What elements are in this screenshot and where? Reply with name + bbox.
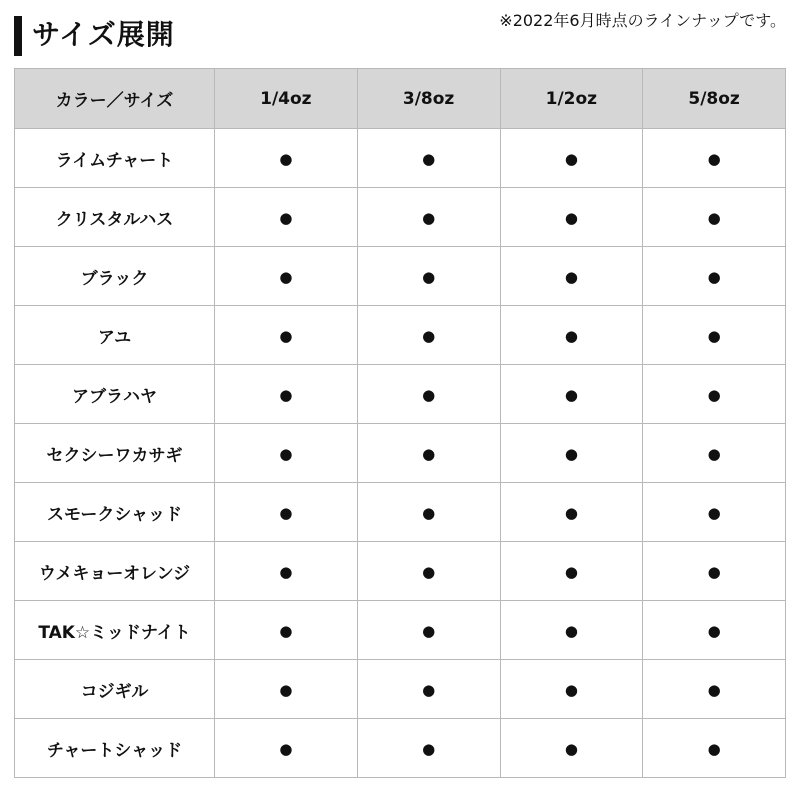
availability-dot: ● xyxy=(564,621,578,640)
table-row xyxy=(15,424,786,483)
availability-dot: ● xyxy=(279,267,293,286)
availability-cell xyxy=(500,129,643,188)
availability-dot: ● xyxy=(279,385,293,404)
availability-cell xyxy=(643,188,786,247)
color-name-cell: アユ xyxy=(15,306,215,365)
availability-dot: ● xyxy=(564,444,578,463)
availability-cell xyxy=(500,247,643,306)
availability-cell xyxy=(357,424,500,483)
availability-dot: ● xyxy=(422,385,436,404)
availability-dot: ● xyxy=(707,503,721,522)
availability-dot: ● xyxy=(422,739,436,758)
table-row xyxy=(15,365,786,424)
table-row xyxy=(15,719,786,778)
availability-dot: ● xyxy=(279,503,293,522)
availability-dot: ● xyxy=(279,149,293,168)
availability-dot: ● xyxy=(422,562,436,581)
header-size-1-4oz: 1/4oz xyxy=(215,69,358,129)
availability-cell xyxy=(643,601,786,660)
availability-cell xyxy=(215,542,358,601)
header-size-3-8oz: 3/8oz xyxy=(357,69,500,129)
availability-dot: ● xyxy=(422,680,436,699)
header-color-size: カラー／サイズ xyxy=(15,69,215,129)
availability-cell xyxy=(643,660,786,719)
availability-dot: ● xyxy=(564,326,578,345)
availability-cell xyxy=(357,188,500,247)
availability-dot: ● xyxy=(707,739,721,758)
availability-dot: ● xyxy=(707,444,721,463)
availability-dot: ● xyxy=(422,444,436,463)
color-name-cell: スモークシャッド xyxy=(15,483,215,542)
availability-cell xyxy=(500,306,643,365)
availability-cell xyxy=(215,719,358,778)
color-name-cell: ウメキョーオレンジ xyxy=(15,542,215,601)
availability-cell xyxy=(215,129,358,188)
availability-dot: ● xyxy=(707,680,721,699)
availability-cell xyxy=(500,660,643,719)
availability-cell xyxy=(500,719,643,778)
availability-dot: ● xyxy=(564,208,578,227)
availability-cell xyxy=(357,542,500,601)
availability-dot: ● xyxy=(564,503,578,522)
availability-dot: ● xyxy=(707,208,721,227)
availability-dot: ● xyxy=(707,385,721,404)
availability-dot: ● xyxy=(707,326,721,345)
color-name-cell: ブラック xyxy=(15,247,215,306)
availability-dot: ● xyxy=(564,385,578,404)
availability-cell xyxy=(500,365,643,424)
availability-cell xyxy=(215,601,358,660)
availability-cell xyxy=(643,424,786,483)
availability-cell xyxy=(215,188,358,247)
table-row xyxy=(15,601,786,660)
availability-cell xyxy=(357,129,500,188)
color-name-cell: TAK☆ミッドナイト xyxy=(15,601,215,660)
availability-cell xyxy=(357,660,500,719)
table-row xyxy=(15,660,786,719)
availability-cell xyxy=(643,542,786,601)
availability-dot: ● xyxy=(279,326,293,345)
color-name-cell: アブラハヤ xyxy=(15,365,215,424)
availability-dot: ● xyxy=(564,267,578,286)
availability-cell xyxy=(215,483,358,542)
availability-cell xyxy=(643,719,786,778)
availability-dot: ● xyxy=(422,149,436,168)
color-name-cell: チャートシャッド xyxy=(15,719,215,778)
color-name-cell: セクシーワカサギ xyxy=(15,424,215,483)
availability-cell xyxy=(500,424,643,483)
availability-dot: ● xyxy=(279,680,293,699)
availability-dot: ● xyxy=(564,739,578,758)
table-row xyxy=(15,306,786,365)
availability-dot: ● xyxy=(279,621,293,640)
availability-cell xyxy=(357,306,500,365)
availability-dot: ● xyxy=(422,208,436,227)
availability-cell xyxy=(215,306,358,365)
availability-cell xyxy=(215,424,358,483)
availability-dot: ● xyxy=(422,621,436,640)
color-name-cell: クリスタルハス xyxy=(15,188,215,247)
availability-dot: ● xyxy=(279,444,293,463)
color-name-cell: コジギル xyxy=(15,660,215,719)
table-row xyxy=(15,188,786,247)
lineup-note: ※2022年6月時点のラインナップです。 xyxy=(499,11,786,30)
color-name-cell: ライムチャート xyxy=(15,129,215,188)
page-title: サイズ展開 xyxy=(32,18,175,51)
availability-dot: ● xyxy=(564,149,578,168)
availability-cell xyxy=(643,365,786,424)
availability-dot: ● xyxy=(422,326,436,345)
availability-cell xyxy=(357,601,500,660)
availability-cell xyxy=(357,365,500,424)
table-row xyxy=(15,483,786,542)
table-row xyxy=(15,542,786,601)
availability-dot: ● xyxy=(564,562,578,581)
availability-dot: ● xyxy=(707,621,721,640)
availability-dot: ● xyxy=(279,208,293,227)
availability-dot: ● xyxy=(422,267,436,286)
availability-cell xyxy=(643,247,786,306)
availability-cell xyxy=(357,247,500,306)
header-size-5-8oz: 5/8oz xyxy=(643,69,786,129)
availability-cell xyxy=(500,483,643,542)
availability-cell xyxy=(215,660,358,719)
header-size-1-2oz: 1/2oz xyxy=(500,69,643,129)
table-header-row xyxy=(15,69,786,129)
size-table xyxy=(14,68,786,778)
availability-cell xyxy=(357,719,500,778)
availability-dot: ● xyxy=(422,503,436,522)
availability-dot: ● xyxy=(707,562,721,581)
availability-cell xyxy=(215,247,358,306)
availability-cell xyxy=(643,306,786,365)
availability-cell xyxy=(500,188,643,247)
availability-cell xyxy=(357,483,500,542)
availability-dot: ● xyxy=(279,739,293,758)
availability-dot: ● xyxy=(564,680,578,699)
availability-cell xyxy=(215,365,358,424)
table-row xyxy=(15,129,786,188)
availability-cell xyxy=(500,542,643,601)
availability-cell xyxy=(643,483,786,542)
availability-dot: ● xyxy=(279,562,293,581)
title-accent-bar xyxy=(14,16,22,56)
availability-dot: ● xyxy=(707,149,721,168)
table-row xyxy=(15,247,786,306)
availability-dot: ● xyxy=(707,267,721,286)
availability-cell xyxy=(643,129,786,188)
availability-cell xyxy=(500,601,643,660)
